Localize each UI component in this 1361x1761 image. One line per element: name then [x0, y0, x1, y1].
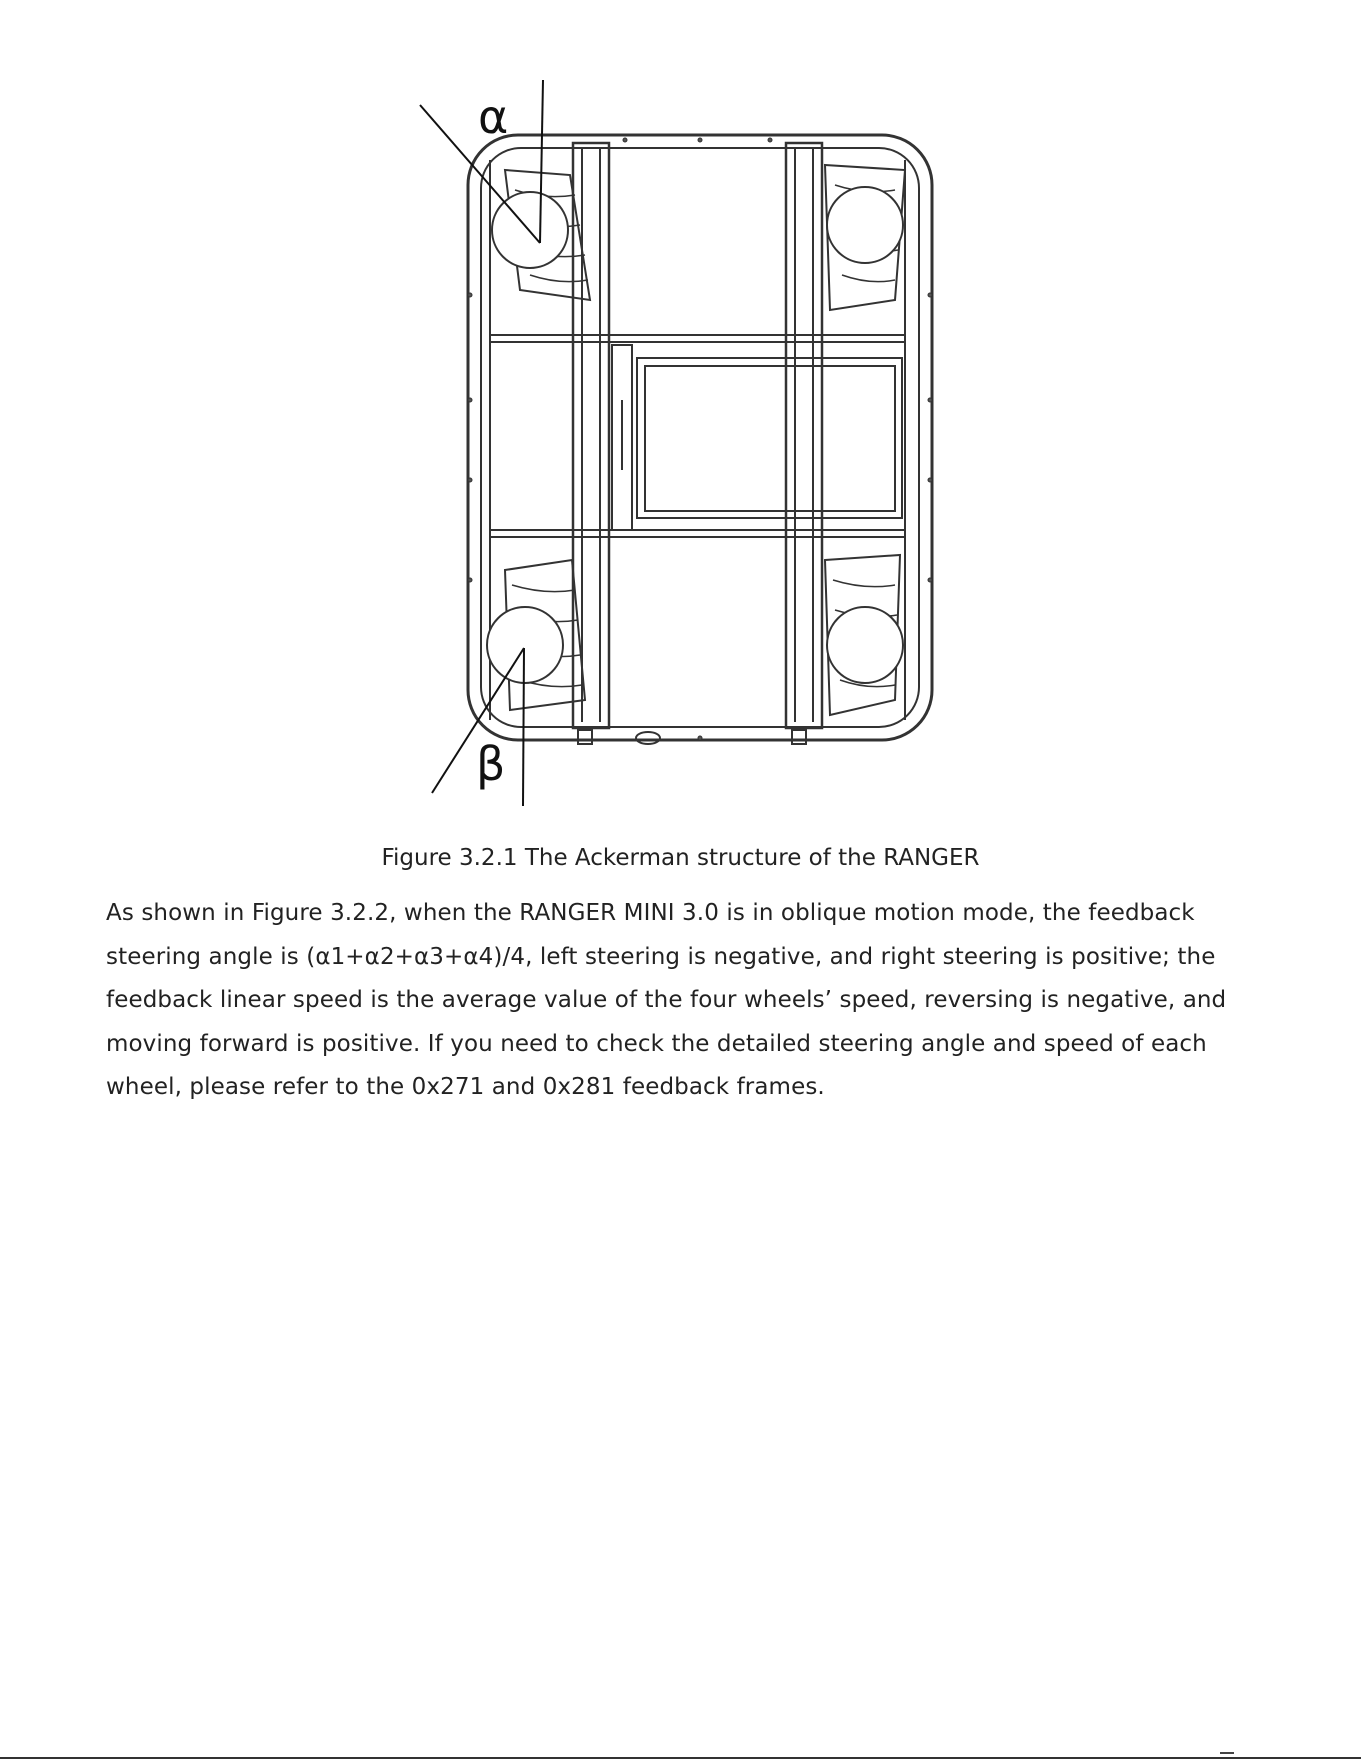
- wheel-bottom-left: [487, 560, 585, 710]
- footer-rule: [0, 1757, 1361, 1759]
- paragraph-line: feedback linear speed is the average value of the four wheels’ speed, reversing is negative, and: [106, 987, 1227, 1013]
- paragraph-line: wheel, please refer to the 0x271 and 0x281 feedback frames.: [106, 1074, 825, 1100]
- ackerman-structure-diagram: [410, 75, 950, 815]
- figure-caption: Figure 3.2.1 The Ackerman structure of the RANGER: [381, 845, 980, 871]
- body-paragraph: [106, 892, 1276, 1110]
- paragraph-line: As shown in Figure 3.2.2, when the RANGER MINI 3.0 is in oblique motion mode, the feedback: [106, 900, 1195, 926]
- right-rail: [786, 143, 822, 728]
- footer-mark: [1220, 1752, 1234, 1754]
- beta-label: β: [476, 737, 506, 791]
- wheel-top-right: [825, 165, 905, 310]
- beta-angle-line-b: [523, 648, 524, 806]
- paragraph-line: steering angle is (α1+α2+α3+α4)/4, left steering is negative, and right steering is positive; the: [106, 943, 1216, 970]
- paragraph-line: moving forward is positive. If you need to check the detailed steering angle and speed of each: [106, 1030, 1207, 1057]
- alpha-label: α: [478, 90, 509, 144]
- wheel-bottom-right: [825, 555, 903, 715]
